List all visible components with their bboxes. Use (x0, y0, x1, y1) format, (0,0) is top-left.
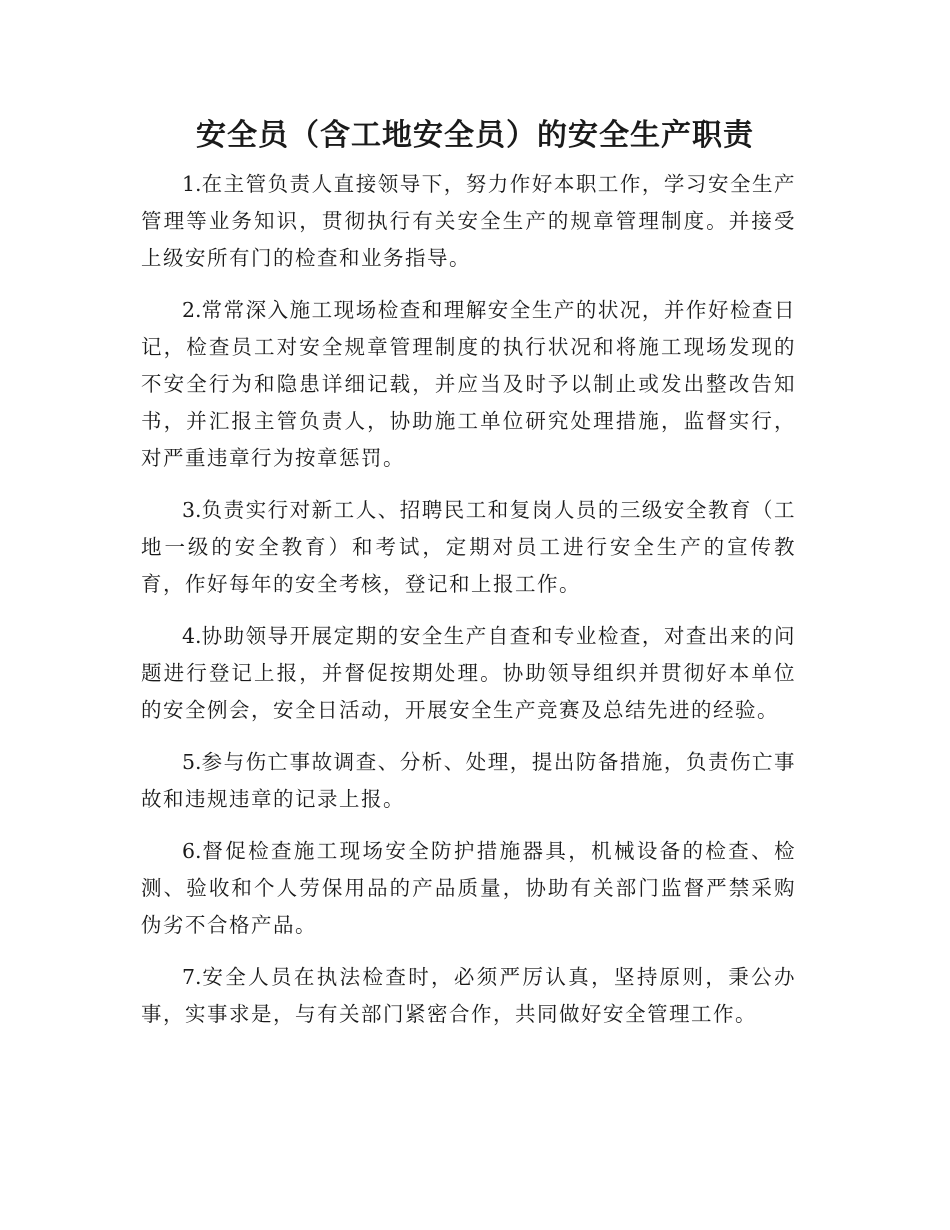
item-number: 4. (182, 624, 202, 648)
duty-item-1 (141, 166, 796, 277)
item-text: 负责实行对新工人、招聘民工和复岗人员的三级安全教育（工地一级的安全教育）和考试，定期对员工进行安全生产的宣传教育，作好每年的安全考核，登记和上报工作。 (141, 498, 796, 596)
item-text: 常常深入施工现场检查和理解安全生产的状况，并作好检查日记，检查员工对安全规章管理制度的执行状况和将施工现场发现的不安全行为和隐患详细记载，并应当及时予以制止或发出整改告知书，并汇报主管负责人，协助施工单位研究处理措施，监督实行，对严重违章行为按章惩罚。 (141, 298, 796, 470)
item-text: 安全人员在执法检查时，必须严厉认真，坚持原则，秉公办事，实事求是，与有关部门紧密合作，共同做好安全管理工作。 (141, 965, 796, 1026)
item-text: 在主管负责人直接领导下，努力作好本职工作，学习安全生产管理等业务知识，贯彻执行有关安全生产的规章管理制度。并接受上级安所有门的检查和业务指导。 (141, 172, 796, 270)
duty-item-7 (141, 959, 796, 1033)
item-number: 5. (182, 750, 202, 774)
duty-item-4 (141, 618, 796, 729)
item-text: 督促检查施工现场安全防护措施器具，机械设备的检查、检测、验收和个人劳保用品的产品质量，协助有关部门监督严禁采购伪劣不合格产品。 (141, 839, 796, 937)
duty-item-3 (141, 492, 796, 603)
item-number: 6. (182, 839, 202, 863)
duty-item-6 (141, 833, 796, 944)
document-title: 安全员（含工地安全员）的安全生产职责 (196, 118, 754, 153)
item-number: 7. (182, 965, 202, 989)
item-text: 协助领导开展定期的安全生产自查和专业检查，对查出来的问题进行登记上报，并督促按期处理。协助领导组织并贯彻好本单位的安全例会，安全日活动，开展安全生产竞赛及总结先进的经验。 (141, 624, 796, 722)
document-body (141, 166, 796, 1048)
duty-item-2 (141, 292, 796, 477)
item-number: 2. (182, 298, 202, 322)
duty-item-5 (141, 744, 796, 818)
item-number: 3. (182, 498, 202, 522)
item-text: 参与伤亡事故调查、分析、处理，提出防备措施，负责伤亡事故和违规违章的记录上报。 (141, 750, 796, 811)
item-number: 1. (182, 172, 202, 196)
